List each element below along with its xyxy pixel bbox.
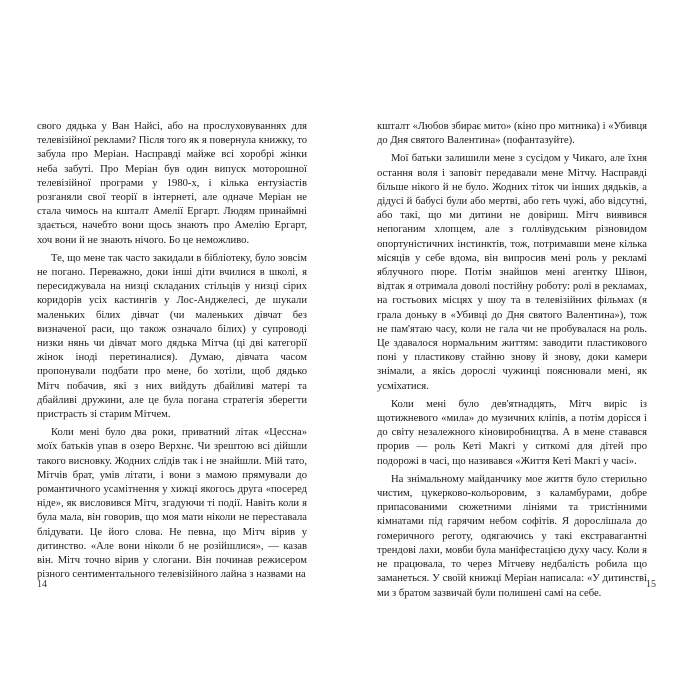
paragraph: Мої батьки залишили мене з сусідом у Чикаго, але їхня остання воля і заповіт передавали мене Мітчу. Насправді більше нікого й не було. Жодних тіток чи інших дядьків, а дідусі й бабусі були або мертві, або геть чужі, або відсутні, або такі, що ми дитини не довіриш. Мітч виявився непоганим хлопцем, але з голлівудським різновидом опортуністичних інстинктів, тож, потримавши мене кілька місяців у себе вдома, він випросив мені роль у рекламі яблучного пюре. Потім знайшов мені агентку Шівон, відтак я отримала доволі постійну роботу: ролі в рекламах, на гостьових місцях у шоу та в телевізійних фільмах (я грала доньку в «Убивці до Дня святого Валентина»), тож не пам'ятаю часу, коли не гала чи не пробувалася на роль. Це здавалося нормальним життям: заводити пластикового поні у пластикову стайню знову й знову, доки камери знімали, а якісь дорослі чужинці пояснювали мені, як усміхатися. bbox=[377, 153, 647, 392]
paragraph: Коли мені було дев'ятнадцять, Мітч виріс із щотижневого «мила» до музичних кліпів, а потім дорісся і до світу незалежного кіновиробництва. А в мене ставався прорив — роль Кеті Макгі у ситкомі для дітей про подорожі в часі, що називався «Життя Кеті Макгі у часі». bbox=[377, 398, 647, 467]
right-page-text bbox=[377, 120, 647, 605]
left-page-text bbox=[37, 120, 307, 587]
paragraph: свого дядька у Ван Найсі, або на прослуховуваннях для телевізійної реклами? Після того як я повернула книжку, то забула про Меріан. Насправді майже всі хоробрі жінки неба забуті. Про Меріан був один випуск моторошної телевізійної програми у 1980-х, і кілька ентузіастів розганяли свої теорії в інтернеті, але одначе Меріан не стала чимось на кшталт Амелії Ергарт. Людям принаймні здається, начебто вони щось знають про Амелію Ергарт, хоч вони й не знають нічого. Бо це неможливо. bbox=[37, 121, 307, 246]
page-number-right: 15 bbox=[646, 579, 656, 590]
paragraph: Те, що мене так часто закидали в бібліотеку, було зовсім не погано. Переважно, доки інші діти вчилися в школі, я пересиджувала на низці складаних стільців у низці сірих коридорів усіх кастингів у Лос-Анджелесі, де шукали маленьких білих дівчат (чи маленьких дівчат без визначеної раси, що також означало білих) у супроводі низки нянь чи дівчат мого дядька Мітча (ці дві категорії жінок іноді перетиналися). Думаю, дівчата часом пропонували подбати про мене, бо хотіли, щоб дядько Мітч побачив, які з них вийдуть дбайливі матері та дбайливі дружини, але це була погана стратегія зберегти пристрасть зі старим Мітчем. bbox=[37, 252, 307, 421]
paragraph: Коли мені було два роки, приватний літак «Цессна» моїх батьків упав в озеро Верхнє. Чи зрештою всі дійшли такого висновку. Жодних слідів так і не знайшли. Мій тато, Мітчів брат, умів літати, і вони з мамою прямували до романтичного усамітнення у хижці якогось друга «посеред ніде», як висловився Мітч, згадуючи ті події. Навіть коли я була мала, він говорив, що моя мати ніколи не переставала блідувати. Це його слова. Не певна, що Мітч вірив у дитинство. «Але вони ніколи б не розійшлися», — казав він. Мітч точно вірив у слогани. Він починав режисером різного сентиментального телевізійного лайна з назвами на bbox=[37, 427, 307, 581]
page-number-left: 14 bbox=[37, 579, 47, 590]
paragraph: На знімальному майданчику мое життя було стерильно чистим, цукерково-кольоровим, з каламбурами, добре припасованими сюжетними лініями та тристінними кімнатами під гарячим небом софітів. Я дорослішала до гомеричного реготу, одягаючись у такі екстравагантні трендові лахи, мовби була маніфестацією духу часу. Коли я не працювала, то через Мітчеву недбалість робила що заманеться. У своїй книжці Меріан написала: «У дитинстві ми з братом зазвичай були полишені самі на себе. bbox=[377, 473, 647, 599]
paragraph: кшталт «Любов збирає мито» (кіно про митника) і «Убивця до Дня святого Валентина» (пофантазуйте). bbox=[377, 121, 647, 147]
